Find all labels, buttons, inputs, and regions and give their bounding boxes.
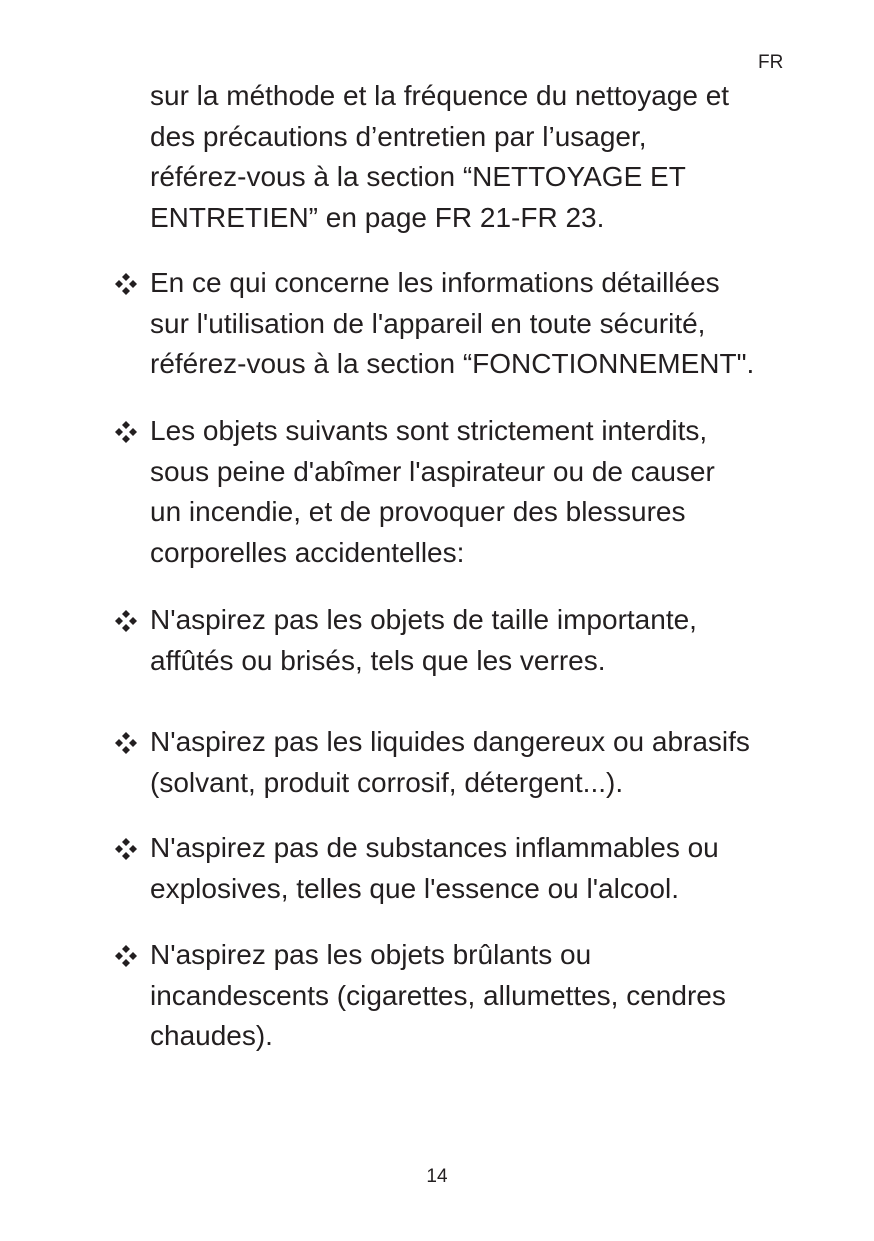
four-diamond-bullet-icon bbox=[115, 732, 137, 754]
list-item-text: N'aspirez pas les objets brûlants ou incandescents (cigarettes, allumettes, cendres chaudes). bbox=[150, 939, 726, 1051]
four-diamond-bullet-icon bbox=[115, 610, 137, 632]
list-item-text: Les objets suivants sont strictement interdits, sous peine d'abîmer l'aspirateur ou de causer un incendie, et de provoquer des blessures corporelles accidentelles: bbox=[150, 415, 715, 568]
four-diamond-bullet-icon bbox=[115, 945, 137, 967]
intro-paragraph: sur la méthode et la fréquence du nettoyage et des précautions d’entretien par l’usager, référez-vous à la section “NETTOYAGE ET ENTRETIEN” en page FR 21-FR 23. bbox=[150, 80, 730, 233]
list-item-text: En ce qui concerne les informations détaillées sur l'utilisation de l'appareil en toute sécurité, référez-vous à la section “FONCTIONNEMENT". bbox=[150, 267, 755, 379]
list-item-text: N'aspirez pas les liquides dangereux ou abrasifs (solvant, produit corrosif, détergent...). bbox=[150, 726, 750, 798]
page-number: 14 bbox=[426, 1166, 448, 1187]
language-tag: FR bbox=[758, 52, 784, 73]
list-item-text: N'aspirez pas de substances inflammables ou explosives, telles que l'essence ou l'alcool. bbox=[150, 832, 719, 904]
four-diamond-bullet-icon bbox=[115, 838, 137, 860]
list-item-text: N'aspirez pas les objets de taille importante, affûtés ou brisés, tels que les verres. bbox=[150, 604, 697, 676]
four-diamond-bullet-icon bbox=[115, 273, 137, 295]
four-diamond-bullet-icon bbox=[115, 421, 137, 443]
